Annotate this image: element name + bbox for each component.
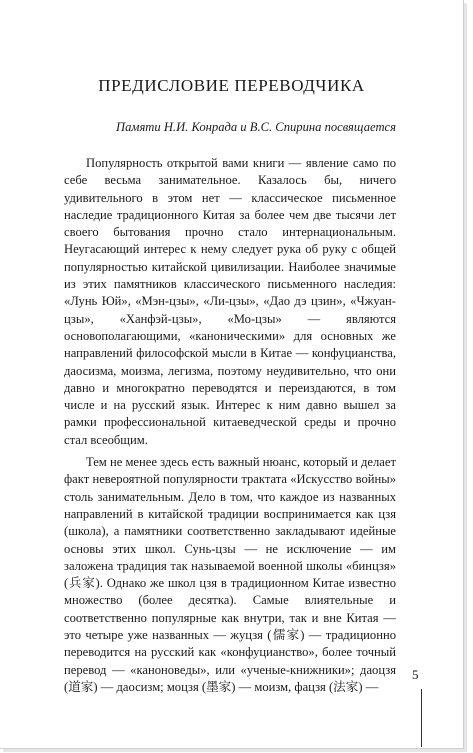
dedication: Памяти Н.И. Конрада и В.С. Спирина посвящается [116,120,396,134]
page-number: 5 [412,667,419,682]
body-text [64,155,396,696]
chapter-title: ПРЕДИСЛОВИЕ ПЕРЕВОДЧИКА [98,76,365,95]
page-edge-rule [421,689,422,747]
paragraph: Тем не менее здесь есть важный нюанс, который и делает факт невероятной популярности трактата «Искусство войны» столь занимательным. Дело в том, что каждое из названных направлений в китайской традиции воспринимается как цзя (школа), а памятники соответственно закладывают идейные основы этих школ. Сунь-цзы — не исключение — им заложена традиция так называемой военной школы «бинцзя» (兵家). Однако же школ цзя в традиционном Китае известно множество (более десятка). Самые влиятельные и соответственно популярные как внутри, так и вне Китая — это четыре уже названных — жуцзя (儒家) — традиционно переводится на русский как «конфуцианство», более точный перевод — «каноноведы», или «ученые-книжники»; даоцзя (道家) — даосизм; моцзя (墨家) — моизм, фацзя (法家) — [64,455,396,694]
paragraph: Популярность открытой вами книги — явление само по себе весьма занимательное. Казалось бы, ничего удивительного в этом нет — классическое письменное наследие традиционного Китая за более чем две тысячи лет своего бытования прочно стало интернациональным. Неугасающий интерес к нему следует рука об руку с общей популярностью китайской цивилизации. Наиболее значимые из этих памятников классического письменного наследия: «Лунь Юй», «Мэн-цзы», «Ли-цзы», «Дао дэ цзин», «Чжуан-цзы», «Ханфэй-цзы», «Мо-цзы» — являются основополагающими, «каноническими» для основных же направлений философской мысли в Китае — конфуцианства, даосизма, моизма, легизма, поэтому неудивительно, что они давно и многократно переводятся и переиздаются, в том числе и на русский язык. Интерес к ним давно вышел за рамки профессиональной китаеведческой среды и прочно стал всеобщим. [64,156,396,447]
